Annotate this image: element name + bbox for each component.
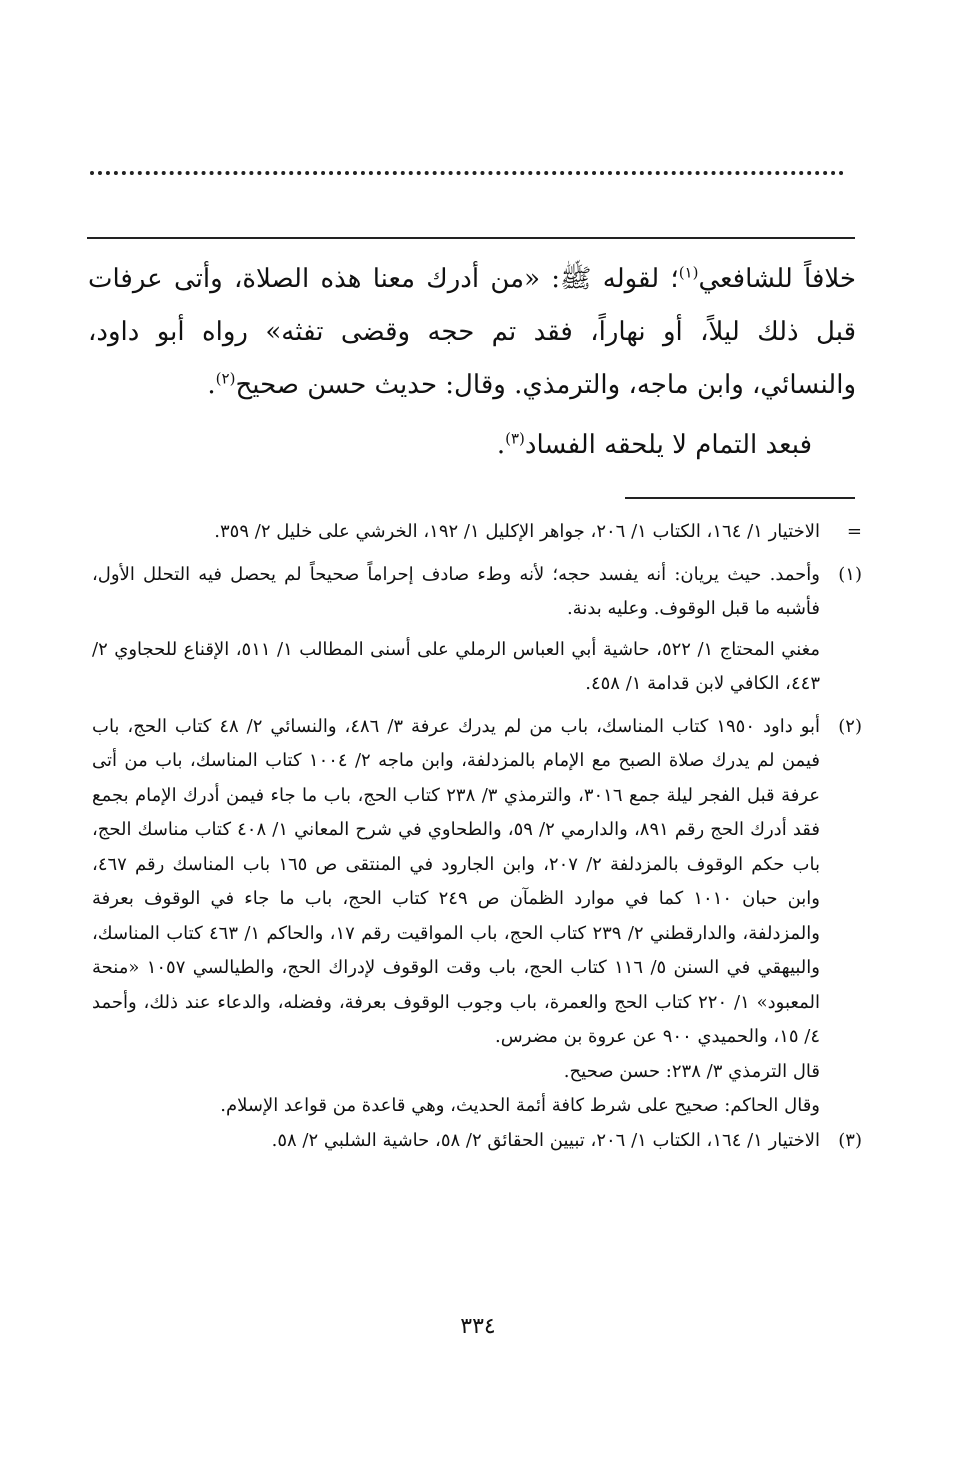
footnote-text: وأحمد. حيث يريان: أنه يفسد حجه؛ لأنه وطء صادف إحراماً صحيحاً لم يحصل فيه التحلل الأول، فأشبه ما قبل الوقوف. وعليه بدنة.: [92, 563, 820, 619]
main-paragraph-1: خلافاً للشافعي$^{(١)}$؛ لقوله ﷺ: «من أدرك معنا هذه الصلاة، وأتى عرفات قبل ذلك ليلاً، أو نهاراً، فقد تم حجه وقضى تفثه» رواه أبو داود، والنسائي، وابن ماجه، والترمذي. وقال: حديث حسن صحيح$^{(٢)}$.: [88, 263, 856, 400]
footnote-text: الاختيار ١/ ١٦٤، الكتاب ١/ ٢٠٦، جواهر الإكليل ١/ ١٩٢، الخرشي على خليل ٢/ ٣٥٩.: [214, 521, 820, 542]
footnote-marker: (٣): [838, 1129, 862, 1151]
header-rule: [87, 237, 855, 239]
footnote-1: [92, 558, 862, 702]
main-text: [88, 253, 856, 472]
footnote-continuation: [92, 515, 862, 550]
page-number: ٣٣٤: [460, 1314, 496, 1339]
header-dotted-rule: [90, 171, 844, 175]
footnote-marker: (١): [838, 563, 862, 585]
footnote-ref-1[interactable]: (١): [678, 263, 699, 282]
footnote-text: مغني المحتاج ١/ ٥٢٢، حاشية أبي العباس الرملي على أسنى المطالب ١/ ٥١١، الإقناع للحجاوي ٢/ ٤٤٣، الكافي لابن قدامة ١/ ٤٥٨.: [92, 638, 820, 694]
footnote-marker: =: [846, 521, 862, 542]
footnote-text: الاختيار ١/ ١٦٤، الكتاب ١/ ٢٠٦، تبيين الحقائق ٢/ ٥٨، حاشية الشلبي ٢/ ٥٨.: [271, 1129, 820, 1151]
footnote-separator: [625, 497, 855, 499]
footnote-marker: (٢): [838, 715, 862, 737]
footnote-text: وقال الحاكم: صحيح على شرط كافة أئمة الحديث، وهي قاعدة من قواعد الإسلام.: [220, 1095, 820, 1116]
footnote-text: أبو داود ١٩٥٠ كتاب المناسك، باب من لم يدرك عرفة ٣/ ٤٨٦، والنسائي ٢/ ٤٨ كتاب الحج، باب فيمن لم يدرك صلاة الصبح مع الإمام بالمزدلفة، وابن ماجه ٢/ ١٠٠٤ كتاب المناسك، باب من أتى عرفة قبل الفجر ليلة جمع ٣٠١٦، والترمذي ٣/ ٢٣٨ كتاب الحج، باب ما جاء فيمن أدرك الإمام بجمع فقد أدرك الحج رقم ٨٩١، والدارمي ٢/ ٥٩، والطحاوي في شرح المعاني ١/ ٤٠٨ كتاب مناسك الحج، باب حكم الوقوف بالمزدلفة ٢/ ٢٠٧، وابن الجارود في المنتقى ص ١٦٥ باب المناسك رقم ٤٦٧، وابن حبان ١٠١٠ كما في موارد الظمآن ص ٢٤٩ كتاب الحج، باب ما جاء في الوقوف بعرفة والمزدلفة، والدارقطني ٢/ ٢٣٩ كتاب الحج، باب المواقيت رقم ١٧، والحاكم ١/ ٤٦٣ كتاب المناسك، والبيهقي في السنن ٥/ ١١٦ كتاب الحج، باب وقت الوقوف لإدراك الحج، والطيالسي ١٠٥٧ «منحة المعبود» ١/ ٢٢٠ كتاب الحج والعمرة، باب وجوب الوقوف بعرفة، وفضله، والدعاء عند ذلك، وأحمد ٤/ ١٥، والحميدي ٩٠٠ عن عروة بن مضرس.: [92, 715, 821, 1047]
footnote-3: [92, 1124, 862, 1159]
footnote-ref-3[interactable]: (٣): [505, 429, 525, 448]
footnote-2: [92, 710, 862, 1124]
main-paragraph-2: فبعد التمام لا يلحقه الفساد$^{(٣)}$.: [496, 429, 812, 460]
footnote-text: قال الترمذي ٣/ ٢٣٨: حسن صحيح.: [563, 1060, 820, 1082]
footnote-ref-2[interactable]: (٢): [215, 369, 236, 388]
footnotes: [92, 515, 862, 1158]
